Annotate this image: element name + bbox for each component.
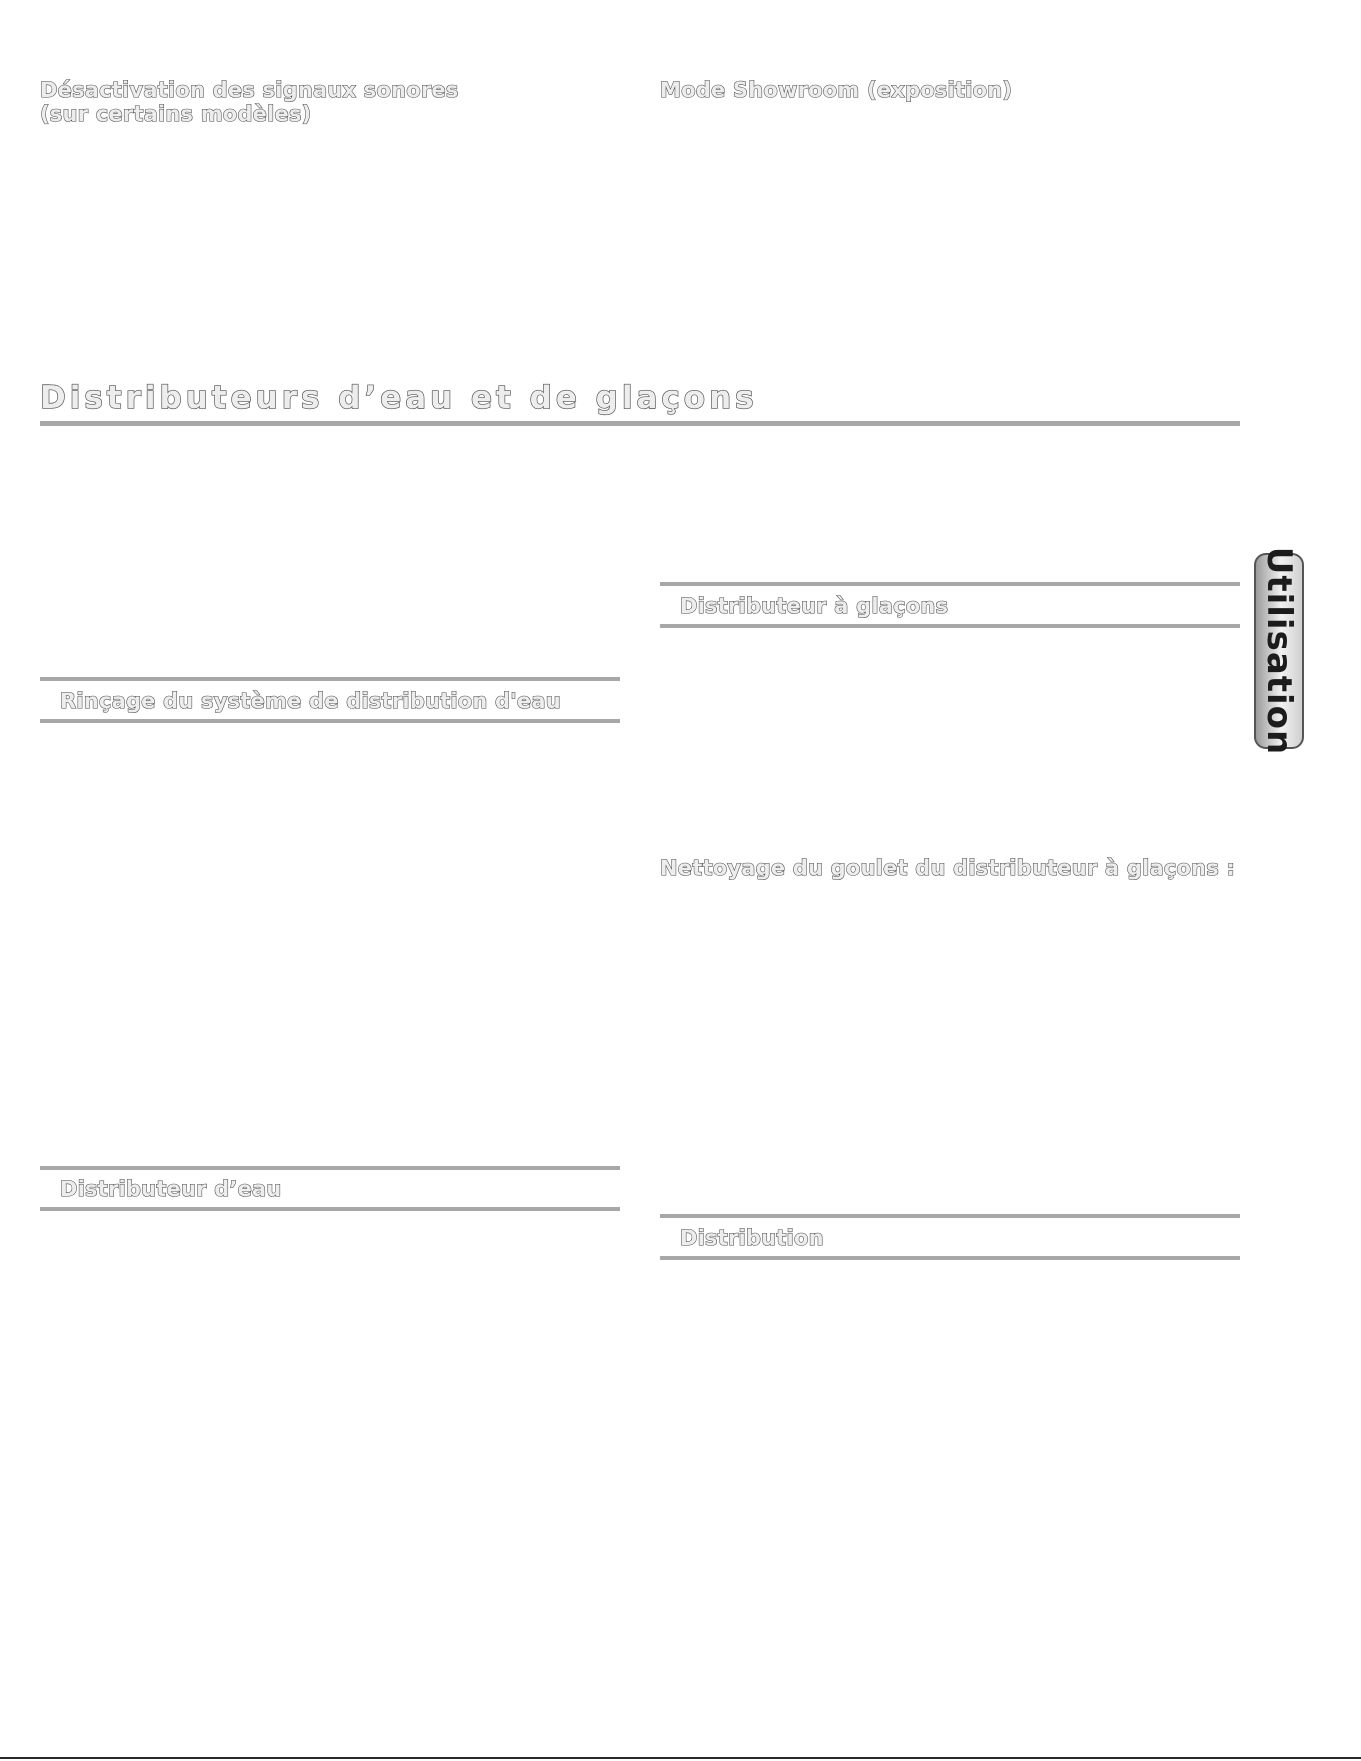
ice-dispenser-rule-top (660, 582, 1240, 586)
rinse-rule-top (40, 677, 620, 681)
showroom-mode-heading: Mode Showroom (exposition) (660, 78, 1013, 102)
water-dispenser-heading: Distributeur d’eau (60, 1177, 282, 1201)
beep-disable-heading (40, 78, 459, 126)
side-tab-utilisation (1254, 546, 1304, 756)
beep-disable-heading-line2: (sur certains modèles) (40, 102, 312, 126)
section-title: Distributeurs d’eau et de glaçons (40, 380, 758, 416)
dispensing-rule-bottom (660, 1256, 1240, 1260)
side-tab-label: Utilisation (1259, 546, 1299, 756)
page-bottom-rule (0, 1757, 1361, 1759)
water-dispenser-rule-top (40, 1166, 620, 1170)
rinse-heading: Rinçage du système de distribution d'eau (60, 689, 561, 713)
ice-dispenser-heading: Distributeur à glaçons (680, 594, 949, 618)
section-title-rule (40, 421, 1240, 426)
rinse-rule-bottom (40, 719, 620, 723)
ice-dispenser-rule-bottom (660, 624, 1240, 628)
chute-cleaning-heading: Nettoyage du goulet du distributeur à glaçons : (660, 856, 1236, 880)
dispensing-rule-top (660, 1214, 1240, 1218)
dispensing-heading: Distribution (680, 1226, 824, 1250)
water-dispenser-rule-bottom (40, 1207, 620, 1211)
beep-disable-heading-line1: Désactivation des signaux sonores (40, 78, 459, 102)
